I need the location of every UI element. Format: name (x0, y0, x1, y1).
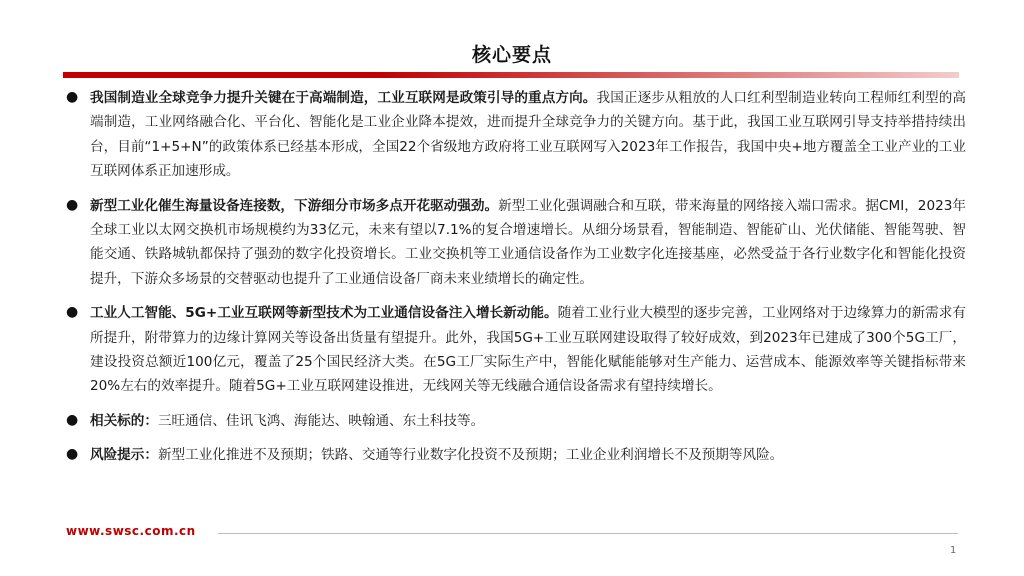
point-lead: 工业人工智能、5G+工业互联网等新型技术为工业通信设备注入增长新动能。 (90, 305, 558, 322)
list-item (66, 86, 966, 184)
point-lead: 我国制造业全球竞争力提升关键在于高端制造，工业互联网是政策引导的重点方向。 (90, 90, 597, 106)
point-text (90, 443, 966, 467)
list-item (66, 301, 966, 399)
point-text (90, 301, 966, 399)
bullet-icon: ● (66, 89, 79, 105)
footer-divider (218, 533, 958, 534)
list-item (66, 409, 966, 433)
point-body: 新型工业化推进不及预期；铁路、交通等行业数字化投资不及预期；工业企业利润增长不及预期等风险。 (157, 447, 784, 464)
list-item (66, 443, 966, 467)
point-body: 我国正逐步从粗放的人口红利型制造业转向工程师红利型的高端制造，工业网络融合化、平台化、智能化是工业企业降本提效，进而提升全球竞争力的关键方向。基于此，我国工业互联网引导支持举措持续出台，目前“1+5+N”的政策体系已经基本形成，全国22个省级地方政府将工业互联网写入2023年工作报告，我国中央+地方覆盖全工业产业的工业互联网体系正加速形成。 (90, 90, 967, 180)
point-lead: 风险提示： (90, 447, 158, 464)
point-body: 新型工业化强调融合和互联，带来海量的网络接入端口需求。据CMI，2023年全球工业以太网交换机市场规模约为33亿元，未来有望以7.1%的复合增速增长。从细分场景看，智能制造、智能矿山、光伏储能、智能驾驶、智能交通、铁路城轨都保持了强劲的数字化投资增长。工业交换机等工业通信设备作为工业数字化连接基座，必然受益于各行业数字化和智能化投资提升，下游众多场景的交替驱动也提升了工业通信设备厂商未来业绩增长的确定性。 (90, 197, 967, 287)
list-item (66, 194, 966, 292)
bullet-icon: ● (66, 411, 79, 428)
page-title: 核心要点 (471, 44, 552, 66)
footer-url[interactable]: www.swsc.com.cn (66, 524, 196, 538)
point-body: 三旺通信、佳讯飞鸿、海能达、映翰通、东土科技等。 (157, 412, 485, 429)
bullet-icon: ● (66, 304, 79, 321)
point-text (90, 194, 966, 292)
point-text (90, 86, 966, 184)
title-divider (63, 72, 959, 78)
point-body: 随着工业行业大模型的逐步完善，工业网络对于边缘算力的新需求有所提升，附带算力的边缘计算网关等设备出货量有望提升。此外，我国5G+工业互联网建设取得了较好成效，到2023年已建成了300个5G工厂，建设投资总额近100亿元，覆盖了25个国民经济大类。在5G工厂实际生产中，智能化赋能能够对生产能力、运营成本、能源效率等关键指标带来20%左右的效率提升。随着5G+工业互联网建设推进，无线网关等无线融合通信设备需求有望持续增长。 (90, 305, 966, 395)
point-text (90, 409, 966, 433)
bullet-icon: ● (66, 196, 79, 213)
point-lead: 新型工业化催生海量设备连接数，下游细分市场多点开花驱动强劲。 (90, 197, 499, 214)
point-lead: 相关标的： (90, 412, 158, 429)
bullet-icon: ● (66, 446, 79, 463)
key-points-list (66, 86, 966, 478)
page-number: 1 (950, 545, 957, 556)
